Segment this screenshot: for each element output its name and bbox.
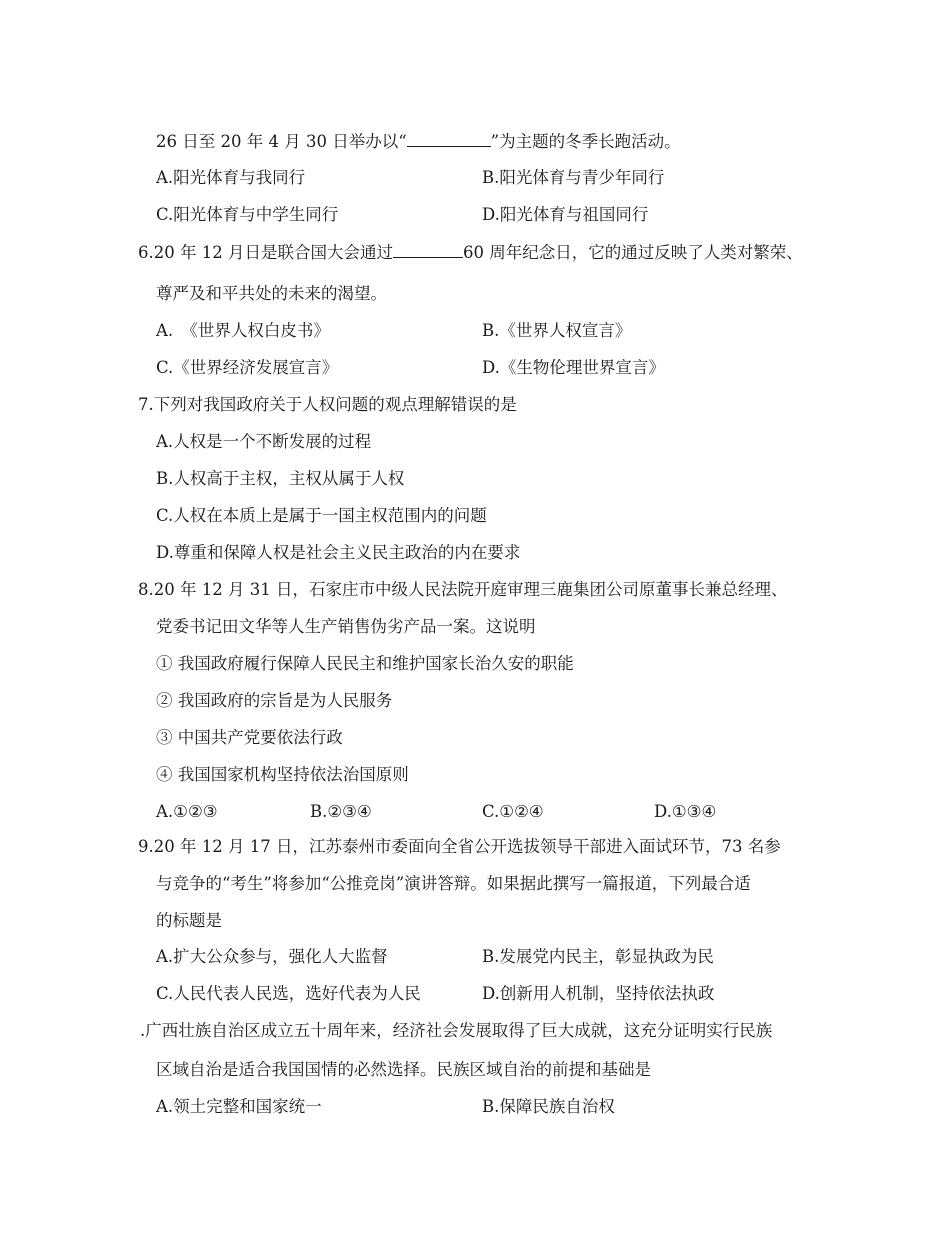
q7-option-d: D.尊重和保障人权是社会主义民主政治的内在要求 (156, 543, 521, 562)
q8-item-3: ③ 中国共产党要依法行政 (156, 728, 343, 747)
q8-option-b: B.②③④ (310, 802, 372, 821)
q9-option-d: D.创新用人机制，坚持依法执政 (482, 984, 715, 1003)
q10-option-b: B.保障民族自治权 (482, 1097, 615, 1116)
q6-stem-continued: 尊严及和平共处的未来的渴望。 (156, 284, 387, 303)
q6-option-b: B.《世界人权宣言》 (482, 321, 632, 340)
q7-option-b: B.人权高于主权，主权从属于人权 (156, 469, 405, 488)
q8-option-c: C.①②④ (482, 802, 544, 821)
q8-option-a: A.①②③ (156, 802, 218, 821)
q5-option-d: D.阳光体育与祖国同行 (482, 205, 649, 224)
q8-item-1: ① 我国政府履行保障人民民主和维护国家长治久安的职能 (156, 654, 574, 673)
q5-option-b: B.阳光体育与青少年同行 (482, 168, 665, 187)
q10-stem: .广西壮族自治区成立五十周年来，经济社会发展取得了巨大成就，这充分证明实行民族 (140, 1021, 773, 1040)
q7-option-a: A.人权是一个不断发展的过程 (156, 432, 372, 451)
q9-stem: 9.20 年 12 月 17 日，江苏泰州市委面向全省公开选拔领导干部进入面试环节，73 名参 (138, 837, 781, 856)
q6-stem-end: 60 周年纪念日，它的通过反映了人类对繁荣、 (462, 243, 803, 262)
q9-stem-end: 的标题是 (156, 911, 222, 930)
q6-answer-blank (393, 241, 463, 258)
q5-stem-text: 26 日至 20 年 4 月 30 日举办以“ (156, 132, 407, 151)
q9-option-c: C.人民代表人民选，选好代表为人民 (156, 984, 421, 1003)
q5-answer-blank (407, 130, 491, 147)
q8-option-d: D.①③④ (654, 802, 717, 821)
q6-stem-line (138, 241, 803, 264)
q9-stem-continued: 与竞争的“考生”将参加“公推竞岗”演讲答辩。如果据此撰写一篇报道，下列最合适 (156, 874, 751, 893)
q5-stem-end: ”为主题的冬季长跑活动。 (490, 132, 681, 151)
q10-stem-continued: 区域自治是适合我国国情的必然选择。民族区域自治的前提和基础是 (156, 1060, 651, 1079)
q8-item-4: ④ 我国国家机构坚持依法治国原则 (156, 765, 409, 784)
q7-stem: 7.下列对我国政府关于人权问题的观点理解错误的是 (138, 395, 517, 414)
q9-option-b: B.发展党内民主，彰显执政为民 (482, 947, 714, 966)
q5-stem-line (156, 130, 681, 153)
q8-item-2: ② 我国政府的宗旨是为人民服务 (156, 691, 393, 710)
q8-stem-continued: 党委书记田文华等人生产销售伪劣产品一案。这说明 (156, 617, 536, 636)
q5-option-a: A.阳光体育与我同行 (156, 168, 306, 187)
q7-option-c: C.人权在本质上是属于一国主权范围内的问题 (156, 506, 487, 525)
q6-option-a: A. 《世界人权白皮书》 (156, 321, 330, 340)
q6-option-c: C.《世界经济发展宣言》 (156, 358, 339, 377)
q8-stem: 8.20 年 12 月 31 日，石家庄市中级人民法院开庭审理三鹿集团公司原董事长兼总经理、 (138, 580, 788, 599)
q10-option-a: A.领土完整和国家统一 (156, 1097, 322, 1116)
q6-option-d: D.《生物伦理世界宣言》 (482, 358, 665, 377)
q6-stem-text: 6.20 年 12 月日是联合国大会通过 (138, 243, 393, 262)
q9-option-a: A.扩大公众参与，强化人大监督 (156, 947, 388, 966)
q5-option-c: C.阳光体育与中学生同行 (156, 205, 339, 224)
